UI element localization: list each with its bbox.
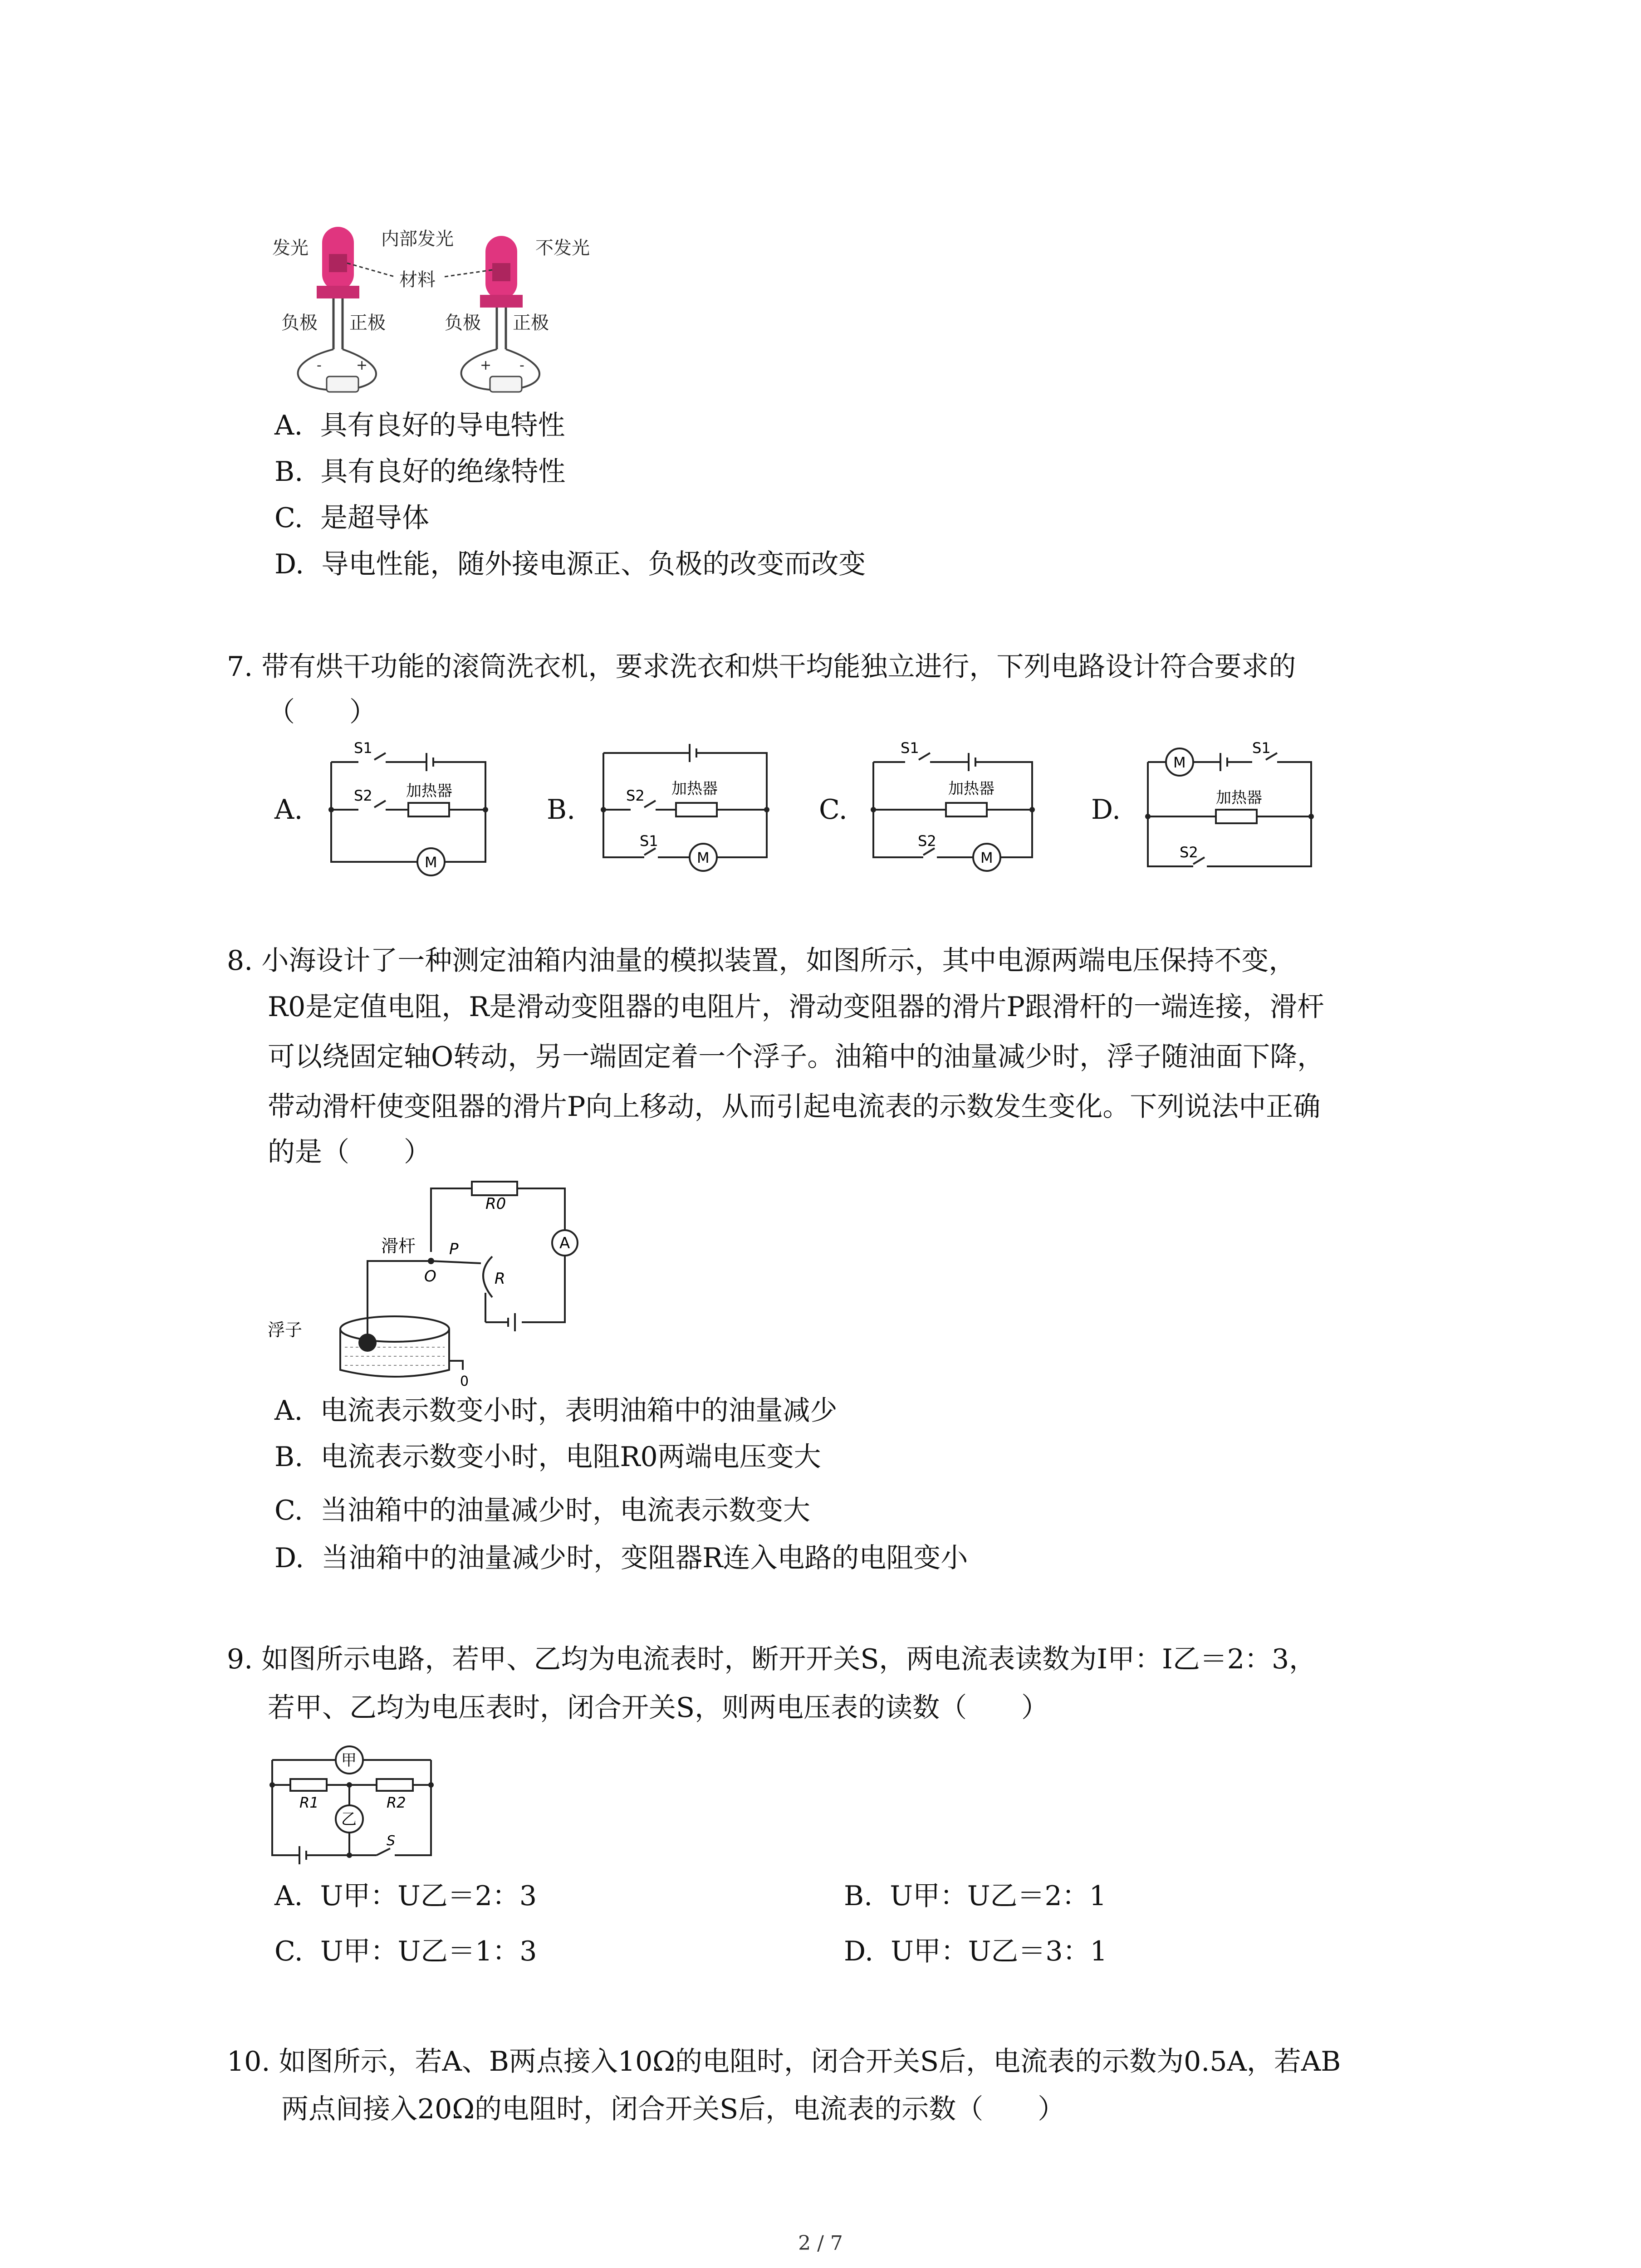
q7-circuit-c (864, 735, 1046, 880)
label-inner-light: 内部发光 (381, 229, 454, 249)
q8-stem-line4: 带动滑杆使变阻器的滑片P向上移动，从而引起电流表的示数发生变化。下列说法中正确 (268, 1091, 1321, 1123)
q9-stem-line2: 若甲、乙均为电压表时，闭合开关S，则两电压表的读数（ ） (268, 1692, 1049, 1724)
label-pos1: 正极 (349, 313, 386, 333)
q7-option-b-label: B. (547, 794, 576, 826)
svg-text:S1: S1 (901, 739, 919, 757)
svg-text:滑杆: 滑杆 (381, 1236, 416, 1256)
svg-text:O: O (424, 1267, 436, 1286)
svg-text:S1: S1 (640, 832, 658, 850)
q9-option-d: D. U甲：U乙＝3：1 (844, 1936, 1107, 1967)
svg-text:加热器: 加热器 (671, 780, 718, 798)
svg-text:P: P (449, 1240, 459, 1258)
svg-text:S1: S1 (354, 739, 372, 757)
svg-text:乙: 乙 (341, 1810, 357, 1828)
svg-text:S1: S1 (1252, 739, 1271, 757)
svg-text:R1: R1 (299, 1794, 319, 1811)
q7-circuit-d (1139, 735, 1320, 880)
label-light: 发光 (272, 238, 309, 259)
q7-stem-line2: （ ） (268, 696, 377, 728)
q10-stem-line2: 两点间接入20Ω的电阻时，闭合开关S后，电流表的示数（ ） (281, 2093, 1065, 2125)
svg-text:-: - (317, 357, 322, 373)
q8-stem-line5: 的是（ ） (268, 1136, 431, 1168)
svg-text:M: M (980, 849, 993, 866)
svg-text:甲: 甲 (341, 1751, 357, 1769)
q8-stem-line2: R0是定值电阻，R是滑动变阻器的电阻片，滑动变阻器的滑片P跟滑杆的一端连接，滑杆 (268, 991, 1324, 1023)
label-material: 材料 (399, 269, 436, 290)
label-neg2: 负极 (445, 313, 481, 333)
svg-text:-: - (519, 357, 524, 373)
svg-text:加热器: 加热器 (948, 780, 994, 798)
q9-option-b: B. U甲：U乙＝2：1 (844, 1880, 1107, 1912)
q7-circuit-a (318, 735, 499, 880)
q9-circuit-figure (268, 1733, 440, 1869)
svg-text:0: 0 (460, 1374, 469, 1388)
svg-text:S2: S2 (918, 832, 936, 850)
label-neg1: 负极 (281, 313, 318, 333)
q8-option-c: C. 当油箱中的油量减少时，电流表示数变大 (274, 1495, 810, 1526)
label-pos2: 正极 (513, 313, 549, 333)
svg-text:浮子: 浮子 (268, 1320, 303, 1340)
svg-text:M: M (1173, 754, 1186, 771)
q7-circuit-b (594, 735, 776, 880)
label-no-light: 不发光 (535, 238, 590, 259)
q7-option-d-label: D. (1091, 794, 1121, 826)
svg-text:S: S (387, 1833, 396, 1849)
svg-text:R0: R0 (485, 1195, 506, 1213)
q8-stem-line3: 可以绕固定轴O转动，另一端固定着一个浮子。油箱中的油量减少时，浮子随油面下降， (268, 1041, 1325, 1073)
q6-option-a: A. 具有良好的导电特性 (274, 410, 565, 441)
svg-text:S2: S2 (1180, 844, 1198, 861)
q8-oil-gauge-figure (268, 1179, 594, 1388)
q6-option-d: D. 导电性能，随外接电源正、负极的改变而改变 (274, 548, 866, 580)
svg-text:M: M (697, 849, 710, 866)
q8-option-a: A. 电流表示数变小时，表明油箱中的油量减少 (274, 1395, 838, 1427)
q7-option-c-label: C. (819, 794, 847, 826)
q8-stem-line1: 8. 小海设计了一种测定油箱内油量的模拟装置，如图所示，其中电源两端电压保持不变， (227, 945, 1296, 977)
svg-text:加热器: 加热器 (1216, 789, 1262, 807)
led-figure (263, 218, 608, 408)
svg-text:A: A (559, 1234, 570, 1252)
q10-stem-line1: 10. 如图所示，若A、B两点接入10Ω的电阻时，闭合开关S后，电流表的示数为0.5A，若AB (227, 2046, 1341, 2077)
q9-option-c: C. U甲：U乙＝1：3 (274, 1936, 537, 1967)
svg-text:S2: S2 (626, 787, 645, 804)
svg-text:+: + (356, 357, 368, 373)
q7-stem-line1: 7. 带有烘干功能的滚筒洗衣机，要求洗衣和烘干均能独立进行，下列电路设计符合要求的 (227, 651, 1296, 683)
svg-text:+: + (480, 357, 492, 373)
svg-text:R: R (495, 1270, 505, 1288)
svg-text:S2: S2 (354, 787, 372, 804)
q8-option-d: D. 当油箱中的油量减少时，变阻器R连入电路的电阻变小 (274, 1542, 968, 1574)
q8-option-b: B. 电流表示数变小时，电阻R0两端电压变大 (274, 1441, 821, 1473)
page-number: 2 / 7 (798, 2232, 843, 2255)
svg-text:加热器: 加热器 (406, 782, 452, 800)
q9-option-a: A. U甲：U乙＝2：3 (274, 1880, 537, 1912)
q6-option-c: C. 是超导体 (274, 502, 429, 534)
svg-text:M: M (425, 854, 437, 871)
q9-stem-line1: 9. 如图所示电路，若甲、乙均为电流表时，断开开关S，两电流表读数为I甲：I乙＝2：3， (227, 1643, 1317, 1675)
q7-option-a-label: A. (274, 794, 303, 826)
svg-text:R2: R2 (387, 1794, 406, 1811)
q6-option-b: B. 具有良好的绝缘特性 (274, 456, 566, 488)
